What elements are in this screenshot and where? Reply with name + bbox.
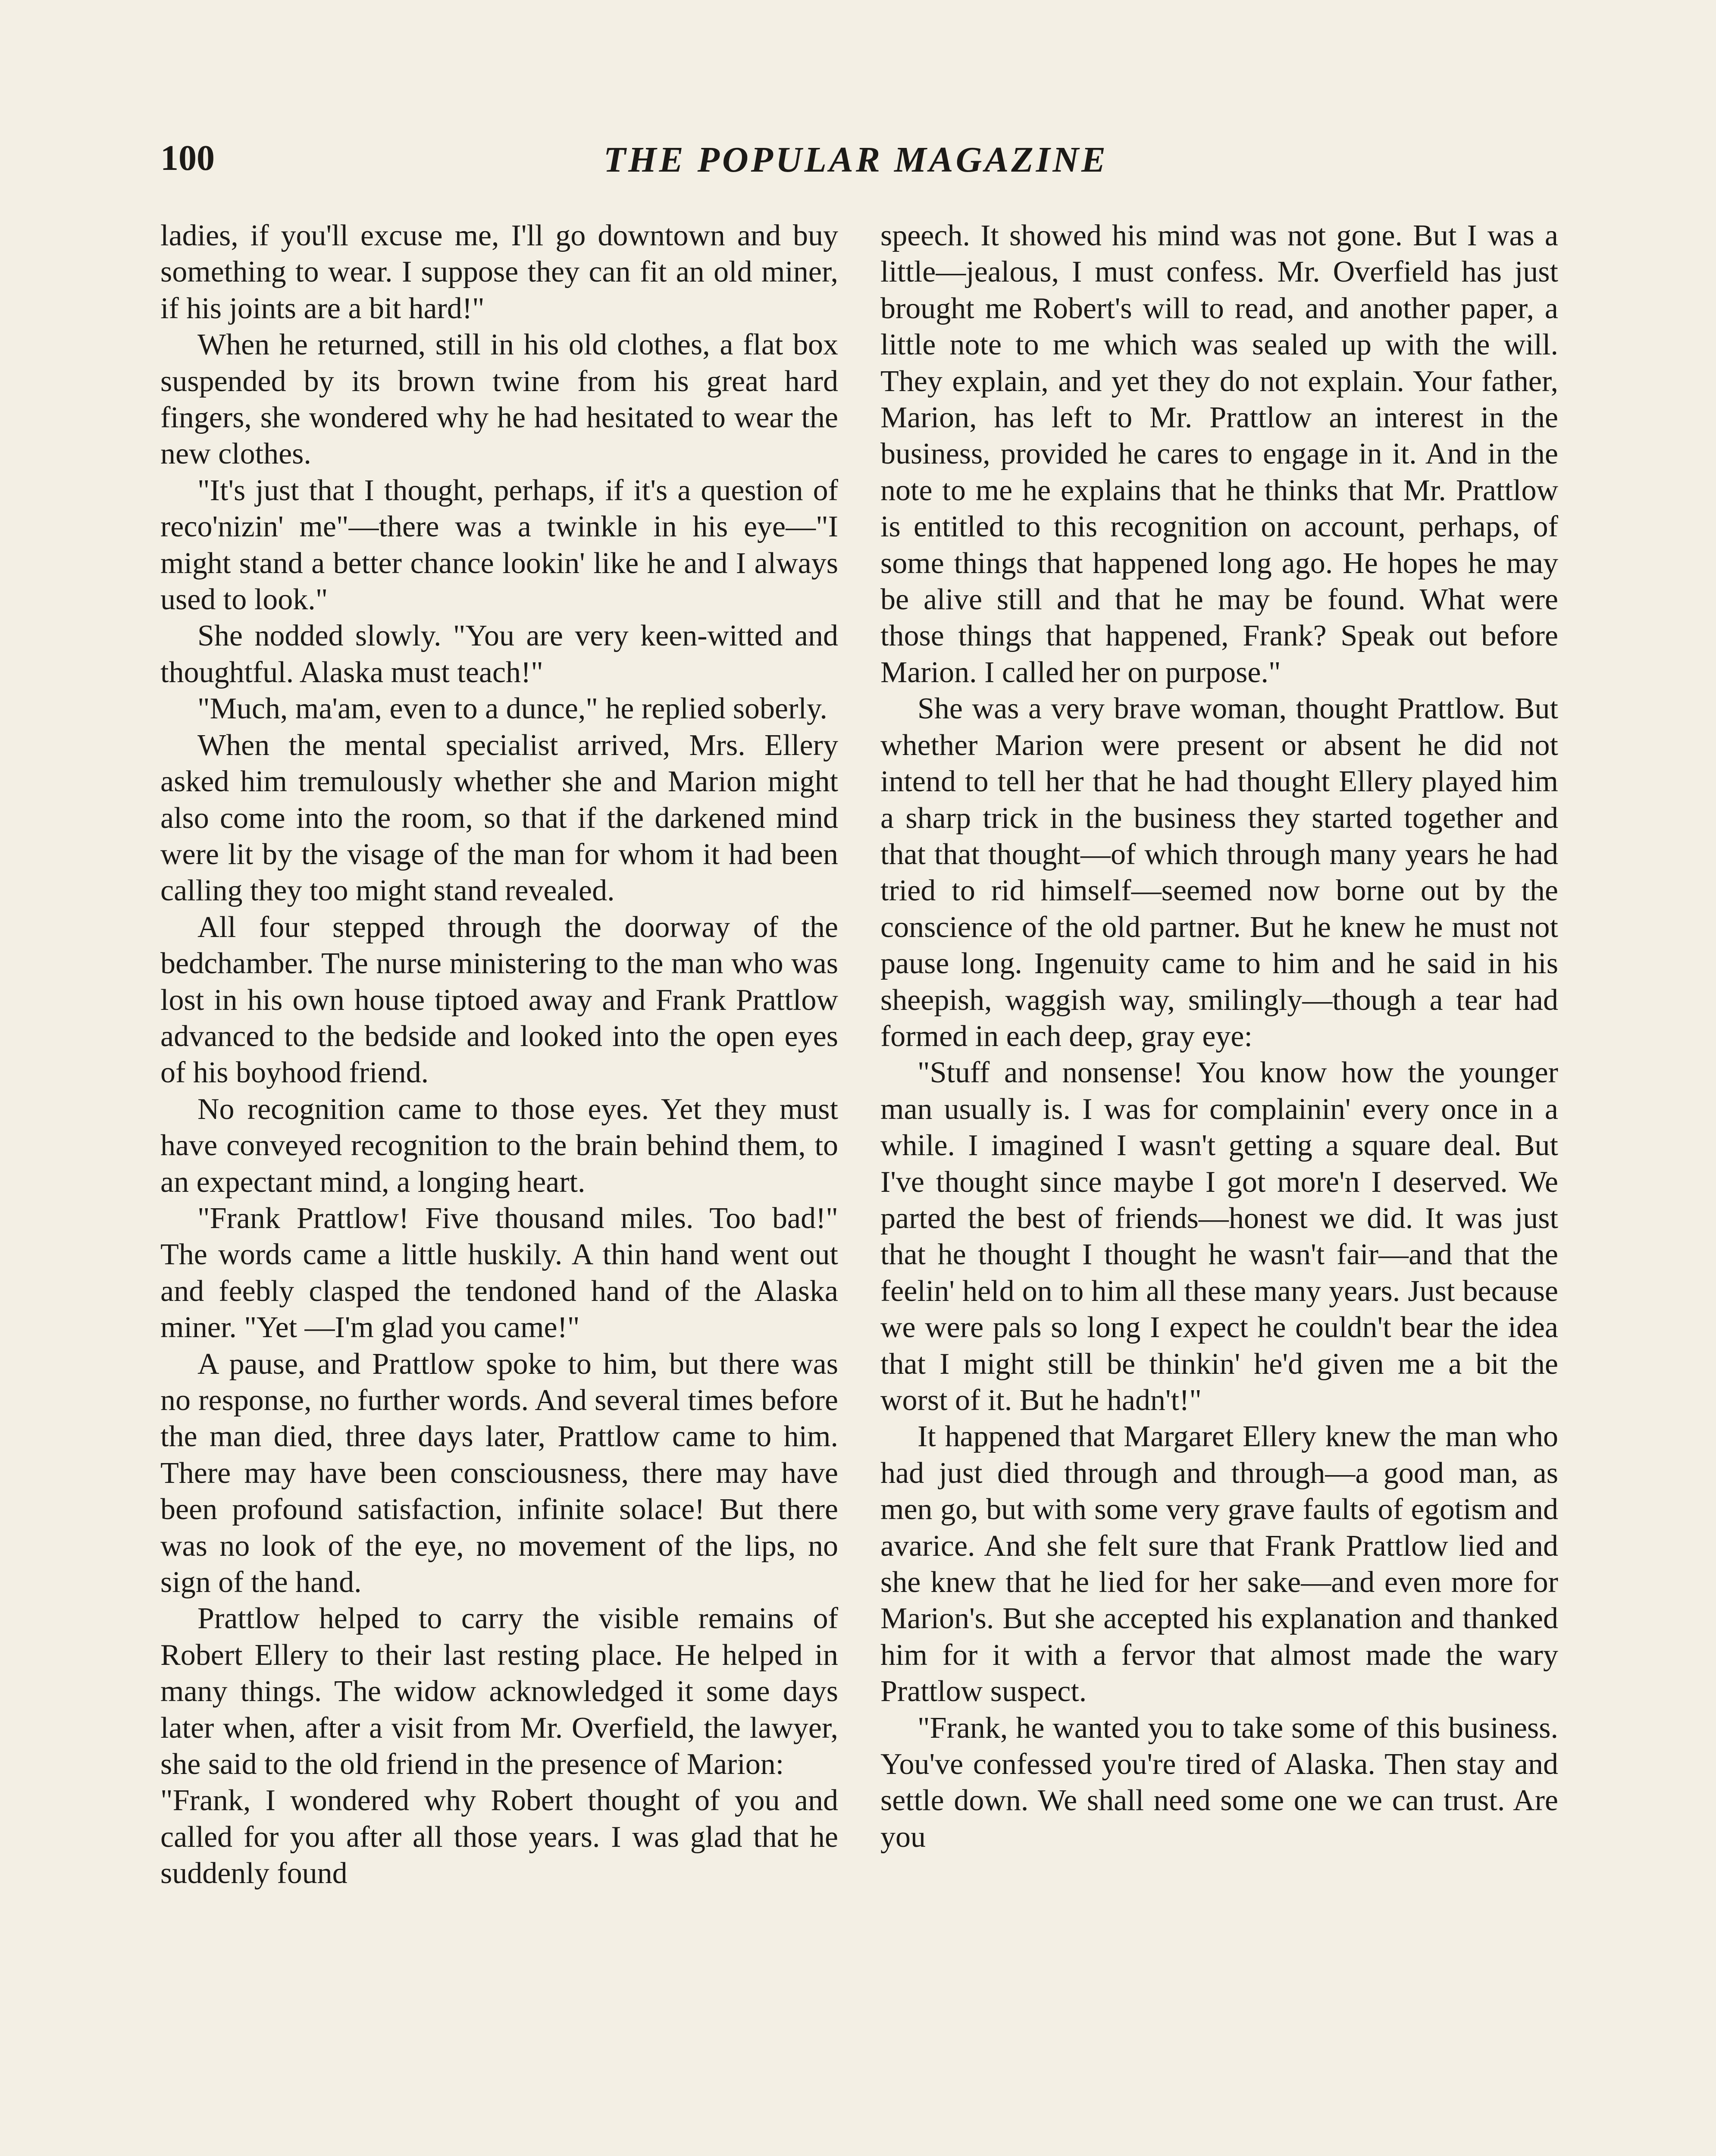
- paragraph: No recognition came to those eyes. Yet they must have conveyed recognition to the brain behind them, to an expectant mind, a longing heart.: [160, 1092, 838, 1199]
- magazine-title: THE POPULAR MAGAZINE: [604, 140, 1109, 180]
- paragraph: ladies, if you'll excuse me, I'll go downtown and buy something to wear. I suppose they can fit an old miner, if his joints are a bit hard!": [160, 219, 838, 325]
- paragraph: Prattlow helped to carry the visible remains of Robert Ellery to their last resting place. He helped in many things. The widow acknowledged it some days later when, after a visit from Mr. Overfield, the lawyer, she said to the old friend in the presence of Marion:: [160, 1602, 838, 1781]
- paragraph: speech. It showed his mind was not gone. But I was a little—jealous, I must confess. Mr. Overfield has just brought me Robert's will to read, and another paper, a little note to me which was sealed up with the will. They explain, and yet they do not explain. Your father, Marion, has left to Mr. Prattlow an interest in the business, provided he cares to engage in it. And in the note to me he explains that he thinks that Mr. Prattlow is entitled to this recognition on account, perhaps, of some things that happened long ago. He hopes he may be alive still and that he may be found. What were those things that happened, Frank? Speak out before Marion. I called her on purpose.": [880, 219, 1558, 689]
- paragraph: A pause, and Prattlow spoke to him, but there was no response, no further words. And several times before the man died, three days later, Prattlow came to him. There may have been consciousness, there may have been profound satisfaction, infinite solace! But there was no look of the eye, no movement of the lips, no sign of the hand.: [160, 1347, 838, 1599]
- paragraph: She nodded slowly. "You are very keen-witted and thoughtful. Alaska must teach!": [160, 619, 838, 689]
- paragraph: "Frank Prattlow! Five thousand miles. Too bad!" The words came a little huskily. A thin hand went out and feebly clasped the tendoned hand of the Alaska miner. "Yet —I'm glad you came!": [160, 1201, 838, 1344]
- paragraph: "It's just that I thought, perhaps, if it's a question of reco'nizin' me"—there was a twinkle in his eye—"I might stand a better chance lookin' like he and I always used to look.": [160, 473, 838, 617]
- paragraph: "Stuff and nonsense! You know how the younger man usually is. I was for complainin' every once in a while. I imagined I wasn't getting a square deal. But I've thought since maybe I got more'n I deserved. We parted the best of friends—honest we did. It was just that he thought I thought he wasn't fair—and that the feelin' held on to him all these many years. Just because we were pals so long I expect he couldn't bear the idea that I might still be thinkin' he'd given me a bit the worst of it. But he hadn't!": [880, 1056, 1558, 1417]
- paragraph: It happened that Margaret Ellery knew the man who had just died through and through—a good man, as men go, but with some very grave faults of egotism and avarice. And she felt sure that Frank Prattlow lied and she knew that he lied for her sake—and even more for Marion's. But she accepted his explanation and thanked him for it with a fervor that almost made the wary Prattlow suspect.: [880, 1420, 1558, 1708]
- paragraph: She was a very brave woman, thought Prattlow. But whether Marion were present or absent he did not intend to tell her that he had thought Ellery played him a sharp trick in the business they started together and that that thought—of which through many years he had tried to rid himself—seemed now borne out by the conscience of the old partner. But he knew he must not pause long. Ingenuity came to him and he said in his sheepish, waggish way, smilingly—though a tear had formed in each deep, gray eye:: [880, 692, 1558, 1053]
- left-column: [160, 218, 838, 1892]
- paragraph: When he returned, still in his old clothes, a flat box suspended by its brown twine from his great hard fingers, she wondered why he had hesitated to wear the new clothes.: [160, 328, 838, 471]
- paragraph: When the mental specialist arrived, Mrs. Ellery asked him tremulously whether she and Marion might also come into the room, so that if the darkened mind were lit by the visage of the man for whom it had been calling they too might stand revealed.: [160, 728, 838, 908]
- page-number: 100: [160, 138, 215, 178]
- paragraph: "Frank, he wanted you to take some of this business. You've confessed you're tired of Alaska. Then stay and settle down. We shall need some one we can trust. Are you: [880, 1711, 1558, 1854]
- paragraph: "Frank, I wondered why Robert thought of you and called for you after all those years. I was glad that he suddenly found: [160, 1784, 838, 1890]
- right-column: [880, 218, 1558, 1855]
- paragraph: "Much, ma'am, even to a dunce," he replied soberly.: [197, 692, 827, 726]
- paragraph: All four stepped through the doorway of the bedchamber. The nurse ministering to the man who was lost in his own house tiptoed away and Frank Prattlow advanced to the bedside and looked into the open eyes of his boyhood friend.: [160, 910, 838, 1090]
